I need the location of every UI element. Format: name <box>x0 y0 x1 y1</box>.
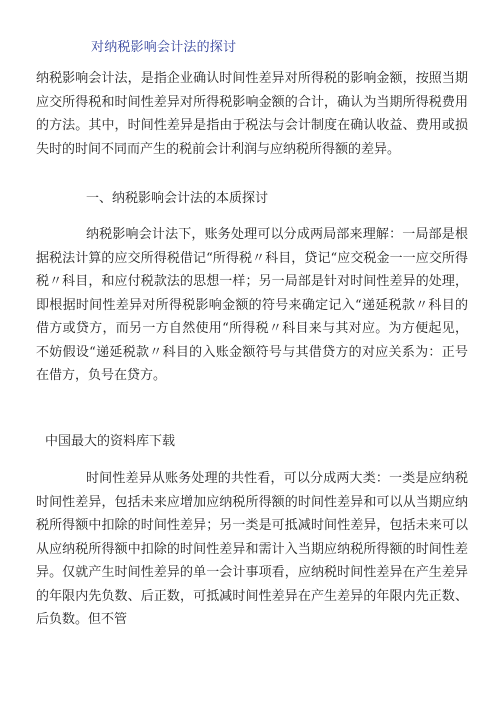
body-paragraph-accounting: 纳税影响会计法下，账务处理可以分成两局部来理解：一局部是根据税法计算的应交所得税借记“所得税〃科目，贷记“应交税金一一应交所得税〃科目，和应付税款法的思想一样；另一局部是针对时间性差异的处理，即根据时间性差异对所得税影响金额的符号来确定记入“递延税款〃科目的借方或贷方，而另一方自然使用“所得税〃科目来与其对应。为方便起见，不妨假设“递延税款〃科目的入账金额符号与其借贷方的对应关系为：正号在借方，负号在贷方。 <box>36 227 468 383</box>
section-heading: 一、纳税影响会计法的本质探讨 <box>86 191 269 206</box>
document-title: 对纳税影响会计法的探讨 <box>91 40 237 55</box>
side-note: 中国最大的资料库下载 <box>45 434 176 449</box>
intro-paragraph: 纳税影响会计法，是指企业确认时间性差异对所得税的影响金额，按照当期应交所得税和时间性差异对所得税影响金额的合计，确认为当期所得税费用的方法。其中，时间性差异是指由于税法与会计制度在确认收益、费用或损失时的时间不同而产生的税前会计利润与应纳税所得额的差异。 <box>36 71 468 157</box>
body-paragraph-differences: 时间性差异从账务处理的共性看，可以分成两大类：一类是应纳税时间性差异，包括未来应增加应纳税所得额的时间性差异和可以从当期应纳税所得额中扣除的时间性差异；另一类是可抵减时间性差异，包括未来可以从应纳税所得额中扣除的时间性差异和需计入当期应纳税所得额的时间性差异。仅就产生时间性差异的单一会计事项看，应纳税时间性差异在产生差异的年限内先负数、后正数，可抵减时间性差异在产生差异的年限内先正数、后负数。但不管 <box>36 471 468 627</box>
